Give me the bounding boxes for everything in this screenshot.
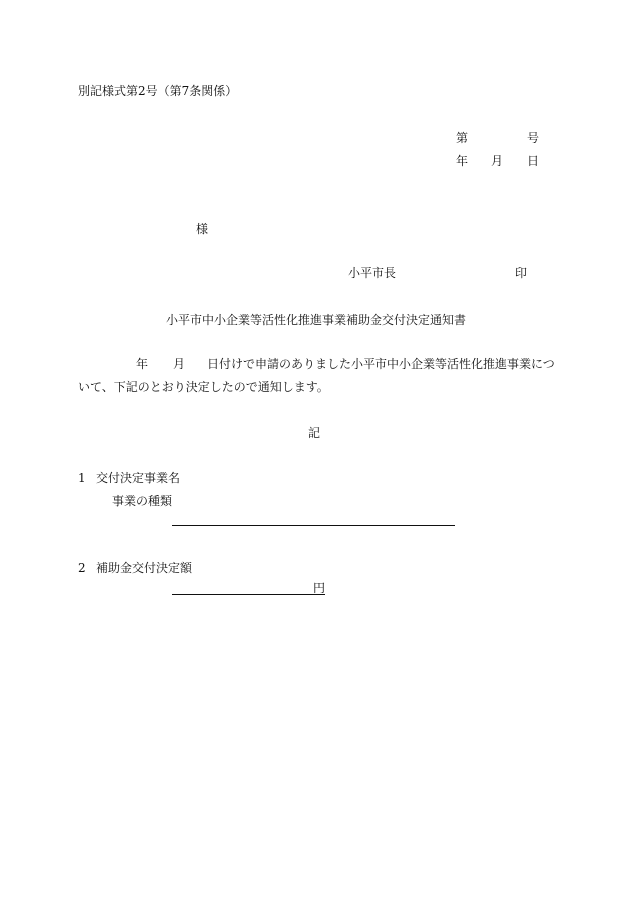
item2-unit: 円 — [313, 581, 326, 595]
item1-number: 1 — [78, 471, 86, 485]
item2-number: 2 — [78, 561, 86, 575]
body-text-line1: 日付けで申請のありました小平市中小企業等活性化推進事業につ — [207, 357, 555, 371]
item2-underline — [172, 594, 325, 595]
recipient-honorific: 様 — [196, 222, 209, 236]
doc-number-prefix: 第 — [456, 131, 469, 145]
document-title: 小平市中小企業等活性化推進事業補助金交付決定通知書 — [166, 313, 467, 327]
body-year: 年 — [136, 357, 149, 371]
date-day: 日 — [527, 154, 540, 168]
item1-sublabel: 事業の種類 — [112, 494, 173, 508]
date-month: 月 — [491, 154, 504, 168]
item1-underline — [172, 525, 455, 526]
date-year: 年 — [456, 154, 469, 168]
item2-label: 補助金交付決定額 — [96, 561, 193, 575]
item1-label: 交付決定事業名 — [96, 471, 181, 485]
sender-title: 小平市長 — [348, 266, 397, 280]
sender-seal: 印 — [515, 266, 528, 280]
form-id: 別記様式第2号（第7条関係） — [78, 84, 238, 98]
ki-heading: 記 — [308, 426, 321, 440]
body-month: 月 — [173, 357, 186, 371]
body-text-line2: いて、下記のとおり決定したので通知します。 — [78, 380, 329, 394]
doc-number-suffix: 号 — [527, 131, 540, 145]
